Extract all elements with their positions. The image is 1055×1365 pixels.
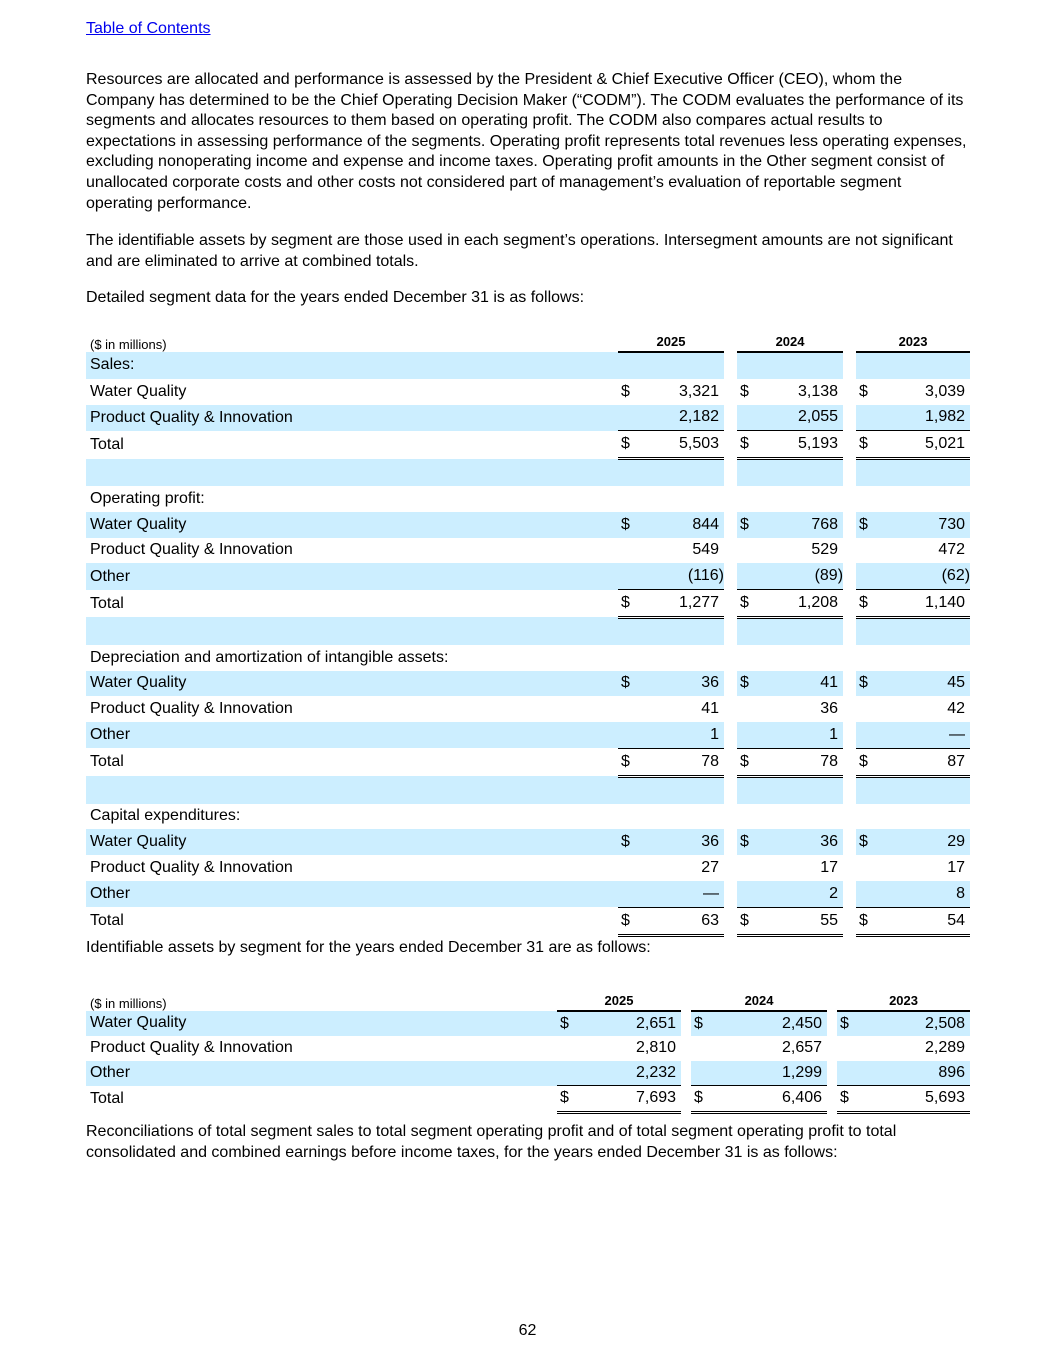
row-label: Product Quality & Innovation (90, 541, 293, 559)
value-cell: 1,982 (874, 405, 970, 431)
value-cell: (116) (636, 563, 724, 589)
column-gap (843, 855, 856, 881)
row-label: Total (90, 435, 124, 453)
table-row (86, 1036, 970, 1061)
table-row (86, 1061, 970, 1086)
currency-symbol: $ (618, 671, 636, 697)
column-gap (724, 696, 737, 722)
column-gap (843, 512, 856, 538)
column-gap (843, 352, 856, 379)
currency-symbol: $ (856, 590, 874, 618)
value-cell: 8 (874, 881, 970, 907)
column-gap (724, 327, 737, 352)
section-label: Depreciation and amortization of intangible assets: (90, 648, 449, 666)
column-gap (843, 907, 856, 935)
currency-symbol: $ (618, 907, 636, 935)
column-gap (843, 696, 856, 722)
currency-symbol: $ (856, 431, 874, 459)
column-gap (724, 379, 737, 405)
paragraph-segment-data-intro: Detailed segment data for the years ended December 31 is as follows: (86, 289, 585, 306)
unit-label: ($ in millions) (90, 995, 167, 1011)
currency-symbol (737, 855, 755, 881)
currency-symbol (618, 855, 636, 881)
currency-symbol (856, 459, 874, 486)
currency-symbol (856, 617, 874, 644)
currency-symbol (856, 776, 874, 803)
currency-symbol: $ (618, 431, 636, 459)
column-gap (843, 671, 856, 697)
currency-symbol (856, 563, 874, 589)
currency-symbol (856, 486, 874, 512)
year-header: 2024 (691, 983, 827, 1011)
value-cell: 78 (755, 748, 843, 776)
table-row (86, 696, 970, 722)
currency-symbol (737, 538, 755, 564)
currency-symbol: $ (859, 382, 868, 400)
column-gap (724, 804, 737, 830)
row-label: Total (90, 753, 124, 771)
currency-symbol (856, 881, 874, 907)
value-cell: 27 (701, 859, 720, 877)
value-cell: 54 (874, 907, 970, 935)
table-row (86, 907, 970, 935)
table-row (86, 1086, 970, 1113)
paragraph-codm: Resources are allocated and performance is assessed by the President & Chief Executive Officer (CEO), whom the Company has determined to be the Chief Operating Decision Maker (“CODM”). The CODM evaluates the performance of its segments and allocates resources to them based on operating profit. The CODM also compares actual results to expectations in assessing performance of the segments. Operating profit represents total revenues less operating expenses, excluding nonoperating income and expense and income taxes. Operating profit amounts in the Other segment consist of unallocated corporate costs and other costs not considered part of management’s evaluation of reportable segment operating performance. (86, 71, 967, 212)
row-label: Total (90, 594, 124, 612)
column-gap (724, 590, 737, 618)
value-cell: 41 (701, 700, 720, 718)
section-label: Operating profit: (90, 489, 205, 507)
row-label: Water Quality (86, 512, 618, 538)
year-header: 2025 (618, 327, 724, 352)
section-label: Capital expenditures: (90, 807, 241, 825)
table-row (86, 881, 970, 907)
column-gap (843, 431, 856, 459)
value-cell: (89) (755, 563, 843, 589)
currency-symbol (737, 486, 755, 512)
column-gap (843, 459, 856, 486)
value-cell: 36 (636, 671, 724, 697)
table-row (86, 379, 970, 405)
year-header: 2024 (737, 327, 843, 352)
table-row (86, 405, 970, 431)
table-row (86, 512, 970, 538)
row-label: Other (86, 881, 618, 907)
currency-symbol: $ (618, 748, 636, 776)
currency-symbol (618, 696, 636, 722)
currency-symbol (618, 722, 636, 748)
currency-symbol (856, 696, 874, 722)
value-cell: 5,693 (855, 1086, 970, 1113)
value-cell: 730 (874, 512, 970, 538)
year-header: 2023 (856, 327, 970, 352)
currency-symbol: $ (557, 1086, 575, 1113)
currency-symbol (618, 645, 636, 671)
value-cell: 2 (755, 881, 843, 907)
column-gap (827, 1086, 837, 1113)
column-gap (724, 512, 737, 538)
currency-symbol: $ (618, 829, 636, 855)
currency-symbol (618, 804, 636, 830)
table-row (86, 563, 970, 589)
identifiable-assets-table (86, 983, 970, 1114)
row-label: Total (90, 912, 124, 930)
column-gap (724, 829, 737, 855)
currency-symbol (737, 696, 755, 722)
row-label: Other (86, 722, 618, 748)
value-cell: 896 (855, 1061, 970, 1086)
value-cell (755, 352, 843, 379)
table-row (86, 748, 970, 776)
table-row (86, 671, 970, 697)
value-cell (874, 617, 970, 644)
year-header: 2025 (557, 983, 681, 1011)
currency-symbol: $ (856, 748, 874, 776)
column-gap (724, 855, 737, 881)
value-cell: 87 (874, 748, 970, 776)
column-gap (681, 1061, 691, 1086)
table-header-row (86, 327, 970, 352)
column-gap (843, 563, 856, 589)
value-cell: 1,140 (874, 590, 970, 618)
currency-symbol (691, 1036, 709, 1061)
value-cell (874, 352, 970, 379)
currency-symbol (618, 881, 636, 907)
value-cell: 36 (820, 700, 839, 718)
value-cell (636, 804, 724, 830)
row-label (86, 617, 618, 644)
table-of-contents-link[interactable]: Table of Contents (86, 20, 211, 37)
column-gap (843, 645, 856, 671)
currency-symbol (856, 722, 874, 748)
currency-symbol (737, 352, 755, 379)
page-number: 62 (518, 1322, 537, 1339)
paragraph-reconciliations: Reconciliations of total segment sales to total segment operating profit and of total segment operating profit to total consolidated and combined earnings before income taxes, for the years ended December 31 is as follows: (86, 1123, 897, 1161)
value-cell: 5,193 (755, 431, 843, 459)
section-header-row (86, 645, 970, 671)
currency-symbol: $ (737, 748, 755, 776)
paragraph-assets-intro: Identifiable assets by segment for the years ended December 31 are as follows: (86, 939, 651, 956)
column-gap (724, 617, 737, 644)
value-cell: 29 (874, 829, 970, 855)
currency-symbol: $ (856, 907, 874, 935)
currency-symbol: $ (691, 1011, 709, 1037)
value-cell: 63 (636, 907, 724, 935)
value-cell (636, 645, 724, 671)
value-cell: (62) (874, 563, 970, 589)
column-gap (827, 1061, 837, 1086)
column-gap (843, 881, 856, 907)
value-cell: 78 (636, 748, 724, 776)
row-label: Total (90, 1089, 124, 1107)
column-gap (724, 563, 737, 589)
section-header-row (86, 486, 970, 512)
year-header: 2023 (837, 983, 970, 1011)
value-cell (874, 645, 970, 671)
column-gap (724, 776, 737, 803)
value-cell: 2,182 (636, 405, 724, 431)
value-cell: 844 (636, 512, 724, 538)
currency-symbol: $ (737, 907, 755, 935)
currency-symbol (618, 563, 636, 589)
value-cell (755, 804, 843, 830)
value-cell: 2,055 (755, 405, 843, 431)
currency-symbol: $ (837, 1086, 855, 1113)
value-cell: 2,651 (575, 1011, 681, 1037)
row-label: Product Quality & Innovation (86, 405, 618, 431)
column-gap (843, 405, 856, 431)
section-label: Sales: (86, 352, 618, 379)
column-gap (827, 1036, 837, 1061)
column-gap (843, 327, 856, 352)
column-gap (843, 486, 856, 512)
value-cell: 3,321 (678, 382, 720, 400)
value-cell (755, 617, 843, 644)
column-gap (843, 590, 856, 618)
column-gap (724, 538, 737, 564)
column-gap (724, 352, 737, 379)
currency-symbol: $ (557, 1011, 575, 1037)
currency-symbol (737, 617, 755, 644)
currency-symbol (618, 352, 636, 379)
value-cell: 1,208 (755, 590, 843, 618)
currency-symbol: $ (691, 1086, 709, 1113)
value-cell: 768 (755, 512, 843, 538)
currency-symbol (856, 645, 874, 671)
column-gap (724, 486, 737, 512)
currency-symbol (856, 352, 874, 379)
currency-symbol: $ (856, 671, 874, 697)
value-cell: 36 (636, 829, 724, 855)
currency-symbol: $ (837, 1011, 855, 1037)
column-gap (827, 1011, 837, 1037)
unit-label: ($ in millions) (90, 337, 167, 352)
currency-symbol (737, 645, 755, 671)
value-cell (874, 486, 970, 512)
column-gap (681, 1011, 691, 1037)
currency-symbol (837, 1036, 855, 1061)
value-cell: 42 (947, 700, 966, 718)
currency-symbol: $ (737, 431, 755, 459)
table-row (86, 855, 970, 881)
currency-symbol: $ (740, 382, 749, 400)
currency-symbol: $ (737, 829, 755, 855)
row-label: Water Quality (86, 671, 618, 697)
currency-symbol (856, 855, 874, 881)
currency-symbol (618, 405, 636, 431)
value-cell: 45 (874, 671, 970, 697)
currency-symbol: $ (856, 829, 874, 855)
currency-symbol: $ (856, 512, 874, 538)
currency-symbol (737, 405, 755, 431)
value-cell: 1,299 (709, 1061, 827, 1086)
value-cell (874, 459, 970, 486)
column-gap (724, 459, 737, 486)
column-gap (724, 405, 737, 431)
value-cell (874, 776, 970, 803)
value-cell: 36 (755, 829, 843, 855)
table-row (86, 431, 970, 459)
column-gap (724, 907, 737, 935)
column-gap (843, 722, 856, 748)
column-gap (843, 617, 856, 644)
value-cell: 5,021 (874, 431, 970, 459)
spacer-row (86, 776, 970, 803)
currency-symbol (557, 1061, 575, 1086)
currency-symbol (618, 776, 636, 803)
currency-symbol (856, 405, 874, 431)
table-row (86, 538, 970, 564)
value-cell: 2,289 (925, 1039, 966, 1057)
value-cell: 472 (938, 541, 966, 559)
currency-symbol (618, 459, 636, 486)
currency-symbol (557, 1036, 575, 1061)
table-row (86, 722, 970, 748)
value-cell: 2,450 (709, 1011, 827, 1037)
column-gap (827, 983, 837, 1011)
column-gap (724, 671, 737, 697)
value-cell: 3,138 (797, 382, 839, 400)
value-cell: 6,406 (709, 1086, 827, 1113)
value-cell (636, 352, 724, 379)
value-cell: 2,657 (781, 1039, 823, 1057)
currency-symbol (691, 1061, 709, 1086)
value-cell: 529 (811, 541, 839, 559)
currency-symbol: $ (737, 590, 755, 618)
value-cell (755, 486, 843, 512)
column-gap (681, 1036, 691, 1061)
value-cell: 41 (755, 671, 843, 697)
value-cell: 1 (755, 722, 843, 748)
row-label: Product Quality & Innovation (90, 859, 293, 877)
row-label (86, 459, 618, 486)
row-label: Water Quality (86, 829, 618, 855)
currency-symbol: $ (618, 590, 636, 618)
value-cell (874, 804, 970, 830)
value-cell (636, 486, 724, 512)
value-cell: 17 (820, 859, 839, 877)
currency-symbol: $ (618, 512, 636, 538)
spacer-row (86, 617, 970, 644)
value-cell: 55 (755, 907, 843, 935)
currency-symbol (618, 486, 636, 512)
segment-data-table (86, 327, 970, 937)
column-gap (843, 538, 856, 564)
value-cell: 17 (947, 859, 966, 877)
column-gap (681, 1086, 691, 1113)
column-gap (843, 379, 856, 405)
value-cell: — (636, 881, 724, 907)
row-label: Product Quality & Innovation (90, 1039, 293, 1057)
currency-symbol (618, 617, 636, 644)
column-gap (843, 804, 856, 830)
row-label: Other (86, 563, 618, 589)
value-cell: 1 (636, 722, 724, 748)
spacer-row (86, 459, 970, 486)
currency-symbol (737, 563, 755, 589)
currency-symbol: $ (621, 382, 630, 400)
column-gap (724, 645, 737, 671)
value-cell: 5,503 (636, 431, 724, 459)
row-label: Water Quality (90, 382, 187, 400)
column-gap (843, 776, 856, 803)
column-gap (843, 748, 856, 776)
column-gap (724, 881, 737, 907)
row-label: Other (86, 1061, 557, 1086)
currency-symbol (837, 1061, 855, 1086)
currency-symbol (737, 881, 755, 907)
row-label (86, 776, 618, 803)
value-cell: 7,693 (575, 1086, 681, 1113)
currency-symbol (737, 722, 755, 748)
currency-symbol: $ (737, 512, 755, 538)
column-gap (724, 722, 737, 748)
row-label: Water Quality (86, 1011, 557, 1037)
currency-symbol (856, 804, 874, 830)
value-cell (755, 459, 843, 486)
value-cell (636, 459, 724, 486)
value-cell (755, 645, 843, 671)
currency-symbol (856, 538, 874, 564)
value-cell: 2,508 (855, 1011, 970, 1037)
currency-symbol (737, 776, 755, 803)
section-header-row (86, 352, 970, 379)
value-cell: 2,232 (575, 1061, 681, 1086)
value-cell: 1,277 (636, 590, 724, 618)
column-gap (843, 829, 856, 855)
value-cell (636, 776, 724, 803)
value-cell (755, 776, 843, 803)
section-header-row (86, 804, 970, 830)
value-cell: 3,039 (925, 382, 966, 400)
paragraph-identifiable-assets: The identifiable assets by segment are those used in each segment’s operations. Intersegment amounts are not significant and are eliminated to arrive at combined totals. (86, 232, 953, 270)
row-label: Product Quality & Innovation (90, 700, 293, 718)
value-cell (636, 617, 724, 644)
value-cell: 549 (692, 541, 720, 559)
table-row (86, 1011, 970, 1037)
table-row (86, 829, 970, 855)
currency-symbol (737, 459, 755, 486)
column-gap (724, 748, 737, 776)
currency-symbol (618, 538, 636, 564)
table-row (86, 590, 970, 618)
table-header-row (86, 983, 970, 1011)
column-gap (681, 983, 691, 1011)
currency-symbol: $ (737, 671, 755, 697)
currency-symbol (737, 804, 755, 830)
column-gap (724, 431, 737, 459)
value-cell: — (874, 722, 970, 748)
value-cell: 2,810 (635, 1039, 677, 1057)
